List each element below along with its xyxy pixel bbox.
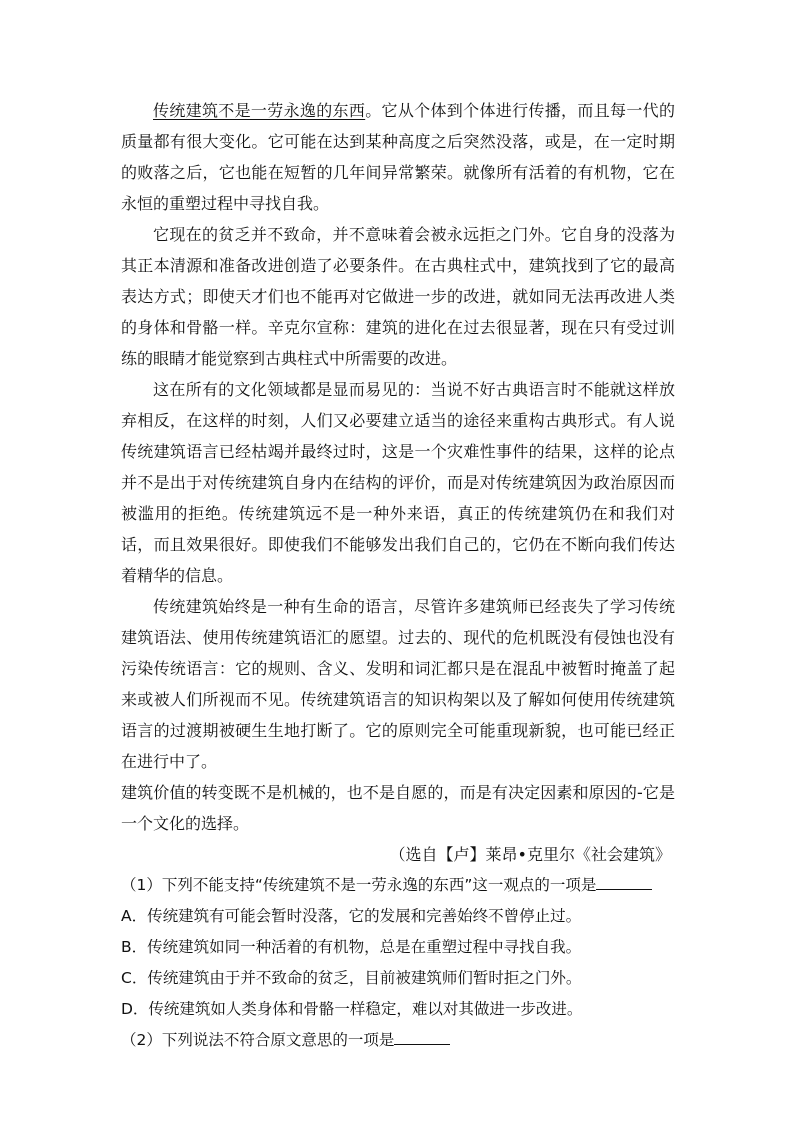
source-citation: （选自【卢】莱昂•克里尔《社会建筑》 [389, 845, 671, 864]
paragraph-5: 建筑价值的转变既不是机械的，也不是自愿的，而是有决定因素和原因的-它是一个文化的选择。 [121, 783, 675, 833]
answer-blank-2[interactable] [394, 1030, 450, 1045]
option-d[interactable]: D．传统建筑如人类身体和骨骼一样稳定，难以对其做进一步改进。 [121, 1000, 583, 1018]
paragraph-1 [121, 95, 675, 219]
option-c[interactable]: C．传统建筑由于并不致命的贫乏，目前被建筑师们暂时拒之门外。 [121, 969, 582, 987]
reading-passage [121, 95, 675, 1056]
paragraph-4: 传统建筑始终是一种有生命的语言，尽管许多建筑师已经丧失了学习传统建筑语法、使用传统建筑语汇的愿望。过去的、现代的危机既没有侵蚀也没有污染传统语言：它的规则、含义、发明和词汇都只是在混乱中被暂时掩盖了起来或被人们所视而不见。传统建筑语言的知识构架以及了解如何使用传统建筑语言的过渡期被硬生生地打断了。它的原则完全可能重现新貌，也可能已经正在进行中了。 [121, 597, 675, 771]
option-a[interactable]: A．传统建筑有可能会暂时没落，它的发展和完善始终不曾停止过。 [121, 907, 582, 925]
question-1 [121, 870, 675, 901]
question-2-text: （2）下列说法不符合原文意思的一项是 [121, 1031, 395, 1049]
paragraph-2: 它现在的贫乏并不致命，并不意味着会被永远拒之门外。它自身的没落为其正本清源和准备改进创造了必要条件。在古典柱式中，建筑找到了它的最高表达方式；即使天才们也不能再对它做进一步的改进，就如同无法再改进人类的身体和骨骼一样。辛克尔宣称：建筑的进化在过去很显著，现在只有受过训练的眼睛才能觉察到古典柱式中所需要的改进。 [121, 225, 675, 368]
paragraph-1-text: 。它从个体到个体进行传播，而且每一代的质量都有很大变化。它可能在达到某种高度之后突然没落，或是，在一定时期的败落之后，它也能在短暂的几年间异常繁荣。就像所有活着的有机物，它在永恒的重塑过程中寻找自我。 [121, 101, 675, 213]
paragraph-3: 这在所有的文化领域都是显而易见的：当说不好古典语言时不能就这样放弃相反，在这样的时刻，人们又必要建立适当的途径来重构古典形式。有人说传统建筑语言已经枯竭并最终过时，这是一个灾难性事件的结果，这样的论点并不是出于对传统建筑自身内在结构的评价，而是对传统建筑因为政治原因而被滥用的拒绝。传统建筑远不是一种外来语，真正的传统建筑仍在和我们对话，而且效果很好。即使我们不能够发出我们自己的，它仍在不断向我们传达着精华的信息。 [121, 380, 675, 585]
question-1-text: （1）下列不能支持“传统建筑不是一劳永逸的东西”这一观点的一项是 [121, 876, 597, 894]
answer-blank-1[interactable] [596, 875, 652, 890]
option-b[interactable]: B．传统建筑如同一种活着的有机物，总是在重塑过程中寻找自我。 [121, 938, 582, 956]
underlined-thesis: 传统建筑不是一劳永逸的东西 [153, 101, 366, 120]
question-2 [121, 1025, 675, 1056]
